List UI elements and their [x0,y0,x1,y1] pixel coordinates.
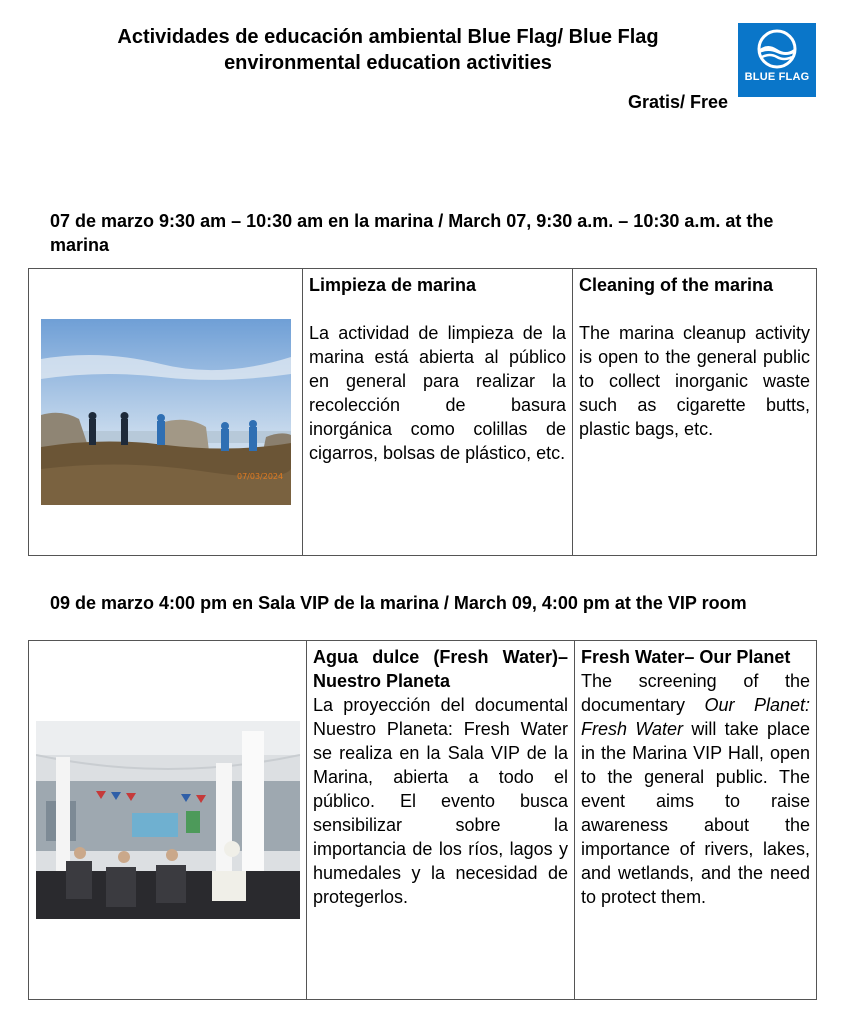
english-body-text: The screening of the documentary [581,671,810,715]
spanish-body: La actividad de limpieza de la marina está abierta al público en general para realizar la recolección de basura inorgánica como colillas de cigarros, bolsas de plástico, etc. [309,323,566,463]
event-photo-cell [29,269,303,556]
spanish-description-cell [307,641,575,1000]
spanish-title: Agua dulce (Fresh Water)– Nuestro Planeta [313,647,568,691]
spanish-title: Limpieza de marina [309,275,477,295]
blue-flag-logo [738,23,816,97]
english-title: Cleaning of the marina [579,275,774,295]
english-body: The marina cleanup activity is open to the general public to collect inorganic waste such as cigarette butts, plastic bags, etc. [579,323,810,439]
page-title: Actividades de educación ambiental Blue Flag/ Blue Flag environmental education activities [117,26,659,74]
screening-photo [36,721,300,919]
logo-text: BLUE FLAG [744,71,810,83]
english-body-text: will take place in the Marina VIP Hall, open to the general public. The event aims to raise awareness about the importance of rivers, lakes, and wetlands, and the need to protect them. [581,719,810,907]
event-date: 09 de marzo 4:00 pm en Sala VIP de la marina / March 09, 4:00 pm at the VIP room [50,593,747,613]
price-label: Gratis/ Free [627,92,728,112]
event-table [28,268,817,556]
flag-wave-icon [754,29,800,69]
english-title: Fresh Water– Our Planet [581,647,791,667]
english-description-cell [573,269,817,556]
event-photo-cell [29,641,307,1000]
spanish-body: La proyección del documental Nuestro Planeta: Fresh Water se realiza en la Sala VIP de la Marina, abierta a todo el público. El evento busca sensibilizar sobre la importancia de los ríos, lagos y humedales y la necesidad de protegerlos. [313,695,568,907]
event-table [28,640,817,1000]
event-date: 07 de marzo 9:30 am – 10:30 am en la marina / March 07, 9:30 a.m. – 10:30 a.m. at the marina [50,211,774,255]
english-body [581,669,810,909]
english-description-cell [575,641,817,1000]
cleanup-photo [41,319,291,505]
photo-date-stamp: 07/03/2024 [236,472,283,481]
spanish-description-cell [303,269,573,556]
documentary-title: Our Planet: Fresh Water [581,695,810,739]
